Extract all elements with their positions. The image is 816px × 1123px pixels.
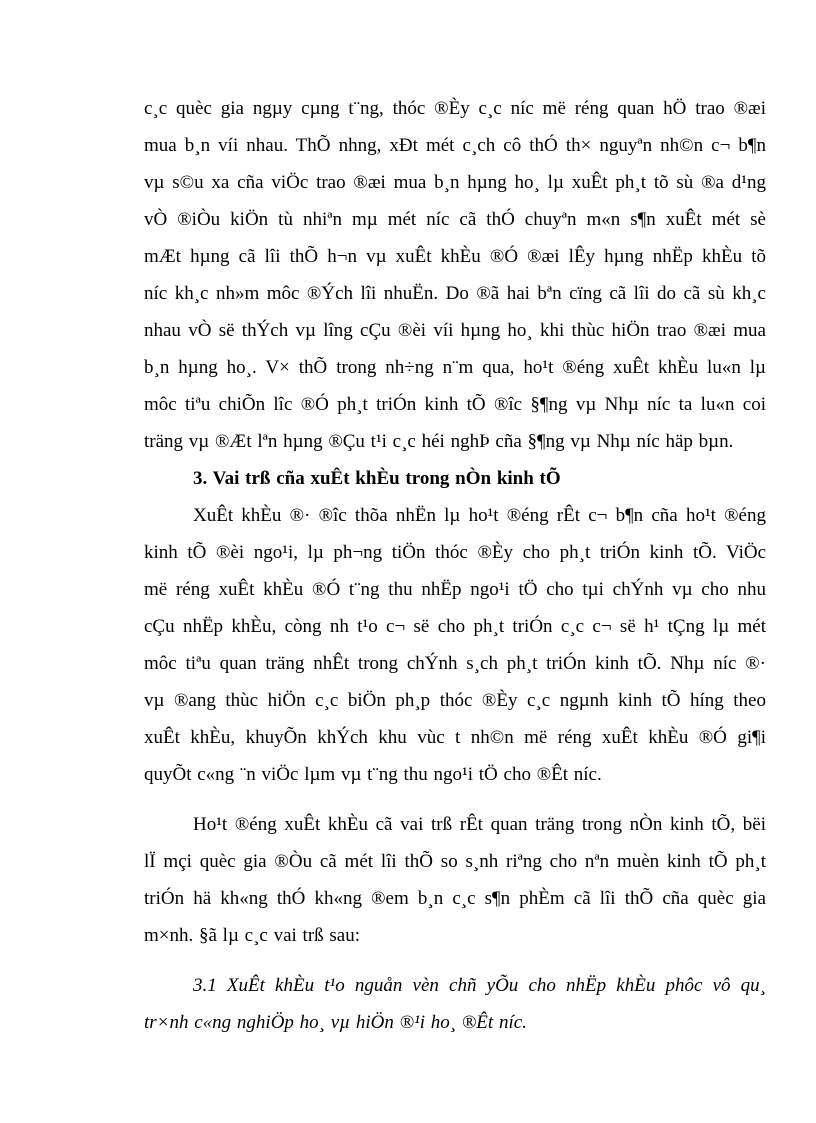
text-line: môc tiªu quan träng nhÊt trong chÝnh s¸ch ph¸t triÓn kinh tÕ. Nhµ níc ®· xyxy=(144,653,766,674)
text-line: vµ ®ang thùc hiÖn c¸c biÖn ph¸p thóc ®Èy c¸c ngµnh kinh tÕ híng theo xyxy=(144,690,766,711)
text-line: c¸c quèc gia ngµy cµng t¨ng, thóc ®Èy c¸c níc më réng quan hÖ trao ®æi xyxy=(144,98,766,119)
section-heading: 3. Vai trß cña xuÊt khÈu trong nÒn kinh tÕ xyxy=(193,468,561,489)
text-line: môc tiªu chiÕn lîc ®Ó ph¸t triÓn kinh tÕ ®îc §¶ng vµ Nhµ níc ta lu«n coi xyxy=(144,394,766,415)
text-line: mÆt hµng cã lîi thÕ h¬n vµ xuÊt khÈu ®Ó ®æi lÊy hµng nhËp khÈu tõ xyxy=(144,246,766,267)
text-line: triÓn hä kh«ng thÓ kh«ng ®em b¸n c¸c s¶n phÈm cã lîi thÕ cña quèc gia xyxy=(144,888,766,909)
text-line: m×nh. §ã lµ c¸c vai trß sau: xyxy=(144,925,361,946)
text-line: nhau vÒ së thÝch vµ lîng cÇu ®èi víi hµng ho¸ khi thùc hiÖn trao ®æi mua xyxy=(144,320,766,341)
text-line: vµ s©u xa cña viÖc trao ®æi mua b¸n hµng ho¸ lµ xuÊt ph¸t tõ sù ®a d¹ng xyxy=(144,172,766,193)
text-line: quyÕt c«ng ¨n viÖc lµm vµ t¨ng thu ngo¹i tÖ cho ®Êt níc. xyxy=(144,764,602,785)
text-line: XuÊt khÈu ®· ®îc thõa nhËn lµ ho¹t ®éng rÊt c¬ b¶n cña ho¹t ®éng xyxy=(193,505,766,526)
subsection-heading: 3.1 XuÊt khÈu t¹o nguån vèn chñ yÕu cho nhËp khÈu phôc vô qu¸ xyxy=(193,975,766,996)
subsection-heading: tr×nh c«ng nghiÖp ho¸ vµ hiÖn ®¹i ho¸ ®Êt níc. xyxy=(144,1012,527,1033)
text-line: mua b¸n víi nhau. ThÕ nhng, xÐt mét c¸ch cô thÓ th× nguyªn nh©n c¬ b¶n xyxy=(144,135,766,156)
text-line: lÏ mçi quèc gia ®Òu cã mét lîi thÕ so s¸nh riªng cho nªn muèn kinh tÕ ph¸t xyxy=(144,851,766,872)
text-line: níc kh¸c nh»m môc ®Ých lîi nhuËn. Do ®ã hai bªn cïng cã lîi do cã sù kh¸c xyxy=(144,283,766,304)
text-line: cÇu nhËp khÈu, còng nh t¹o c¬ së cho ph¸t triÓn c¸c c¬ së h¹ tÇng lµ mét xyxy=(144,616,766,637)
text-line: b¸n hµng ho¸. V× thÕ trong nh÷ng n¨m qua, ho¹t ®éng xuÊt khÈu lu«n lµ xyxy=(144,357,766,378)
text-line: Ho¹t ®éng xuÊt khÈu cã vai trß rÊt quan träng trong nÒn kinh tÕ, bëi xyxy=(193,814,766,835)
text-line: vÒ ®iÒu kiÖn tù nhiªn mµ mét níc cã thÓ chuyªn m«n s¶n xuÊt mét sè xyxy=(144,209,766,230)
text-line: xuÊt khÈu, khuyÕn khÝch khu vùc t nh©n më réng xuÊt khÈu ®Ó gi¶i xyxy=(144,727,766,748)
text-line: kinh tÕ ®èi ngo¹i, lµ ph¬ng tiÖn thóc ®Èy cho ph¸t triÓn kinh tÕ. ViÖc xyxy=(144,542,766,563)
text-line: më réng xuÊt khÈu ®Ó t¨ng thu nhËp ngo¹i tÖ cho tµi chÝnh vµ cho nhu xyxy=(144,579,766,600)
text-line: träng vµ ®Æt lªn hµng ®Çu t¹i c¸c héi nghÞ cña §¶ng vµ Nhµ níc häp bµn. xyxy=(144,431,734,452)
